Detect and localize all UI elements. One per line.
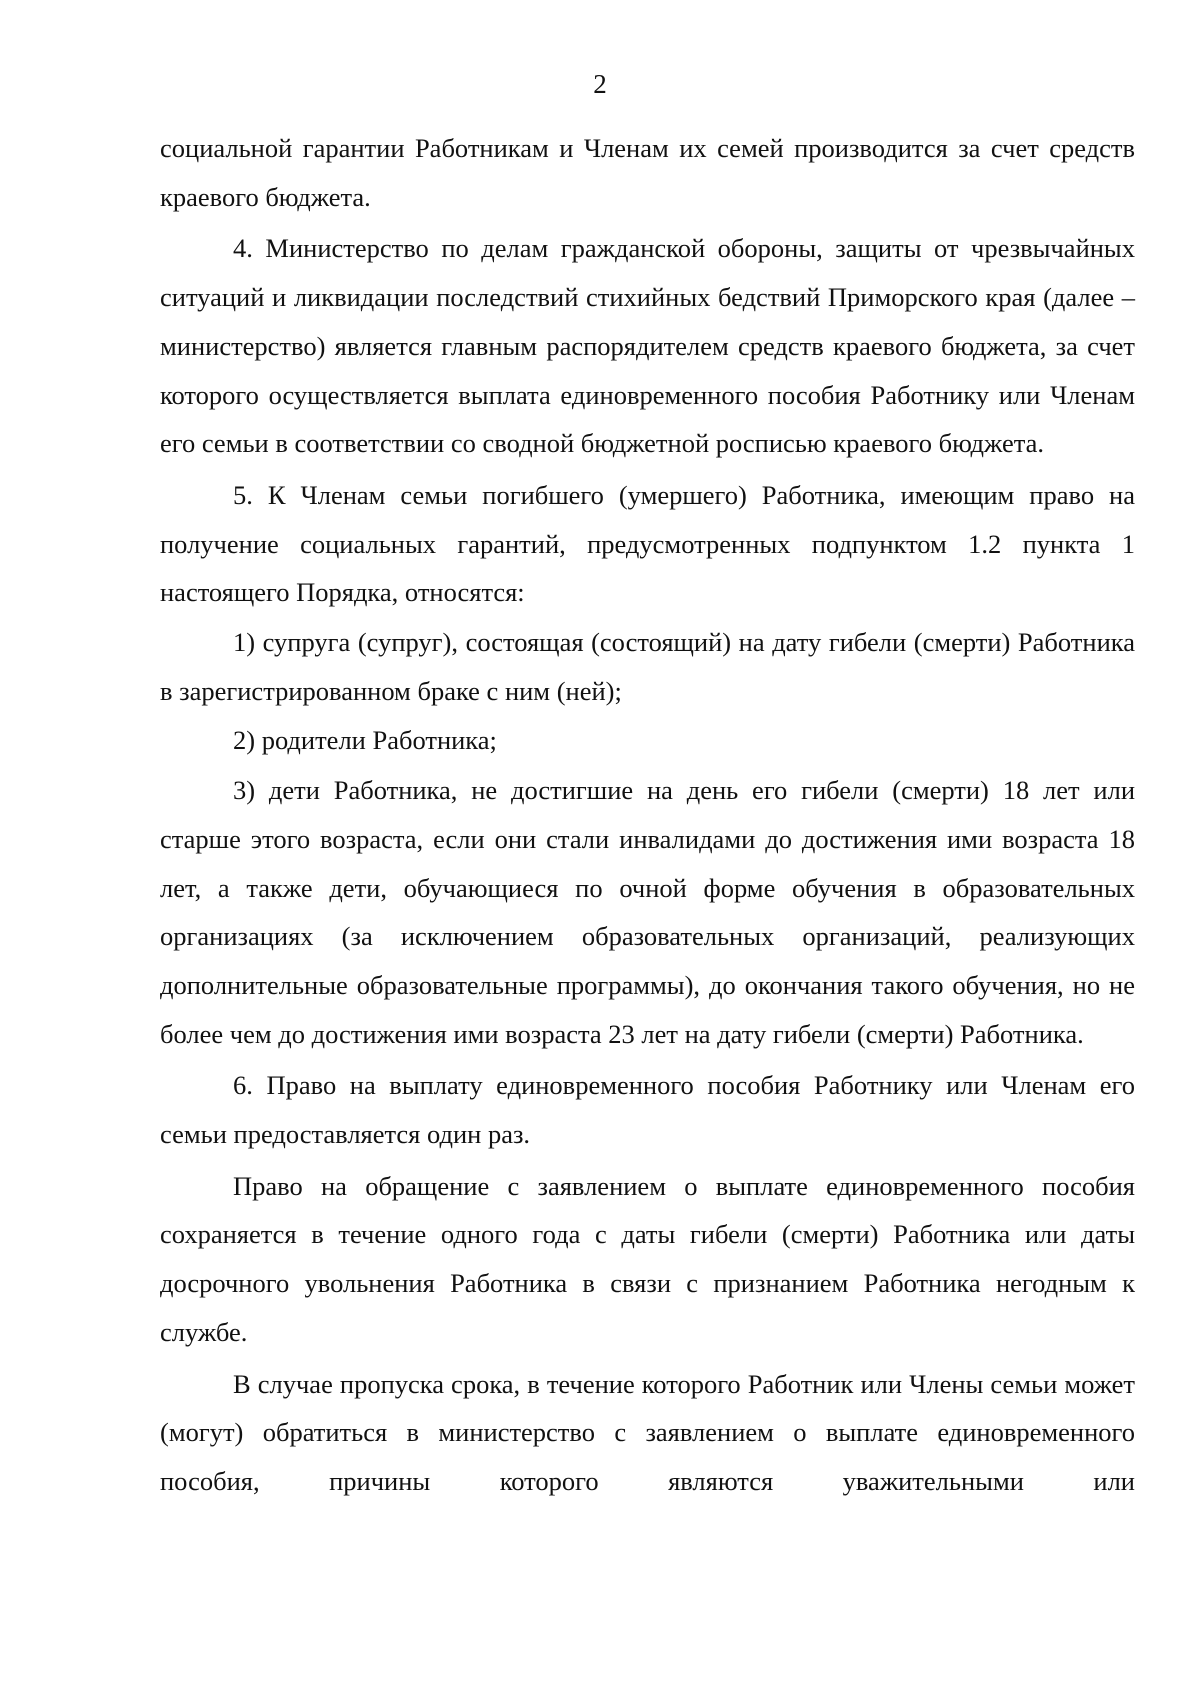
paragraph-item-6: 6. Право на выплату единовременного пособия Работнику или Членам его семьи предоставляется один раз. xyxy=(160,1070,1135,1150)
paragraph-item-5-3: 3) дети Работника, не достигшие на день его гибели (смерти) 18 лет или старше этого возраста, если они стали инвалидами до достижения ими возраста 18 лет, а также дети, обучающиеся по очной форме обучения в образовательных организациях (за исключением образовательных организаций, реализующих дополнительные образовательные программы), до окончания такого обучения, но не более чем до достижения ими возраста 23 лет на дату гибели (смерти) Работника. xyxy=(160,775,1135,1049)
document-body xyxy=(160,124,1135,1506)
paragraph-item-6-b: Право на обращение с заявлением о выплате единовременного пособия сохраняется в течение одного года с даты гибели (смерти) Работника или даты досрочного увольнения Работника в связи с признанием Работника негодным к службе. xyxy=(160,1170,1135,1347)
paragraph-item-5-1: 1) супруга (супруг), состоящая (состоящий) на дату гибели (смерти) Работника в зарегистрированном браке с ним (ней); xyxy=(160,627,1135,706)
paragraph-item-5-2: 2) родители Работника; xyxy=(233,725,497,756)
paragraph-item-4: 4. Министерство по делам гражданской обороны, защиты от чрезвычайных ситуаций и ликвидации последствий стихийных бедствий Приморского края (далее – министерство) является главным распорядителем средств краевого бюджета, за счет которого осуществляется выплата единовременного пособия Работнику или Членам его семьи в соответствии со сводной бюджетной росписью краевого бюджета. xyxy=(160,233,1135,459)
paragraph-item-6-c: В случае пропуска срока, в течение которого Работник или Члены семьи может (могут) обратиться в министерство с заявлением о выплате единовременного пособия, причины которого являются уважительными или xyxy=(160,1368,1135,1496)
page-number: 2 xyxy=(593,69,607,99)
paragraph-continuation: социальной гарантии Работникам и Членам их семей производится за счет средств краевого бюджета. xyxy=(160,133,1135,212)
paragraph-item-5: 5. К Членам семьи погибшего (умершего) Работника, имеющим право на получение социальных гарантий, предусмотренных подпунктом 1.2 пункта 1 настоящего Порядка, относятся: xyxy=(160,479,1135,608)
